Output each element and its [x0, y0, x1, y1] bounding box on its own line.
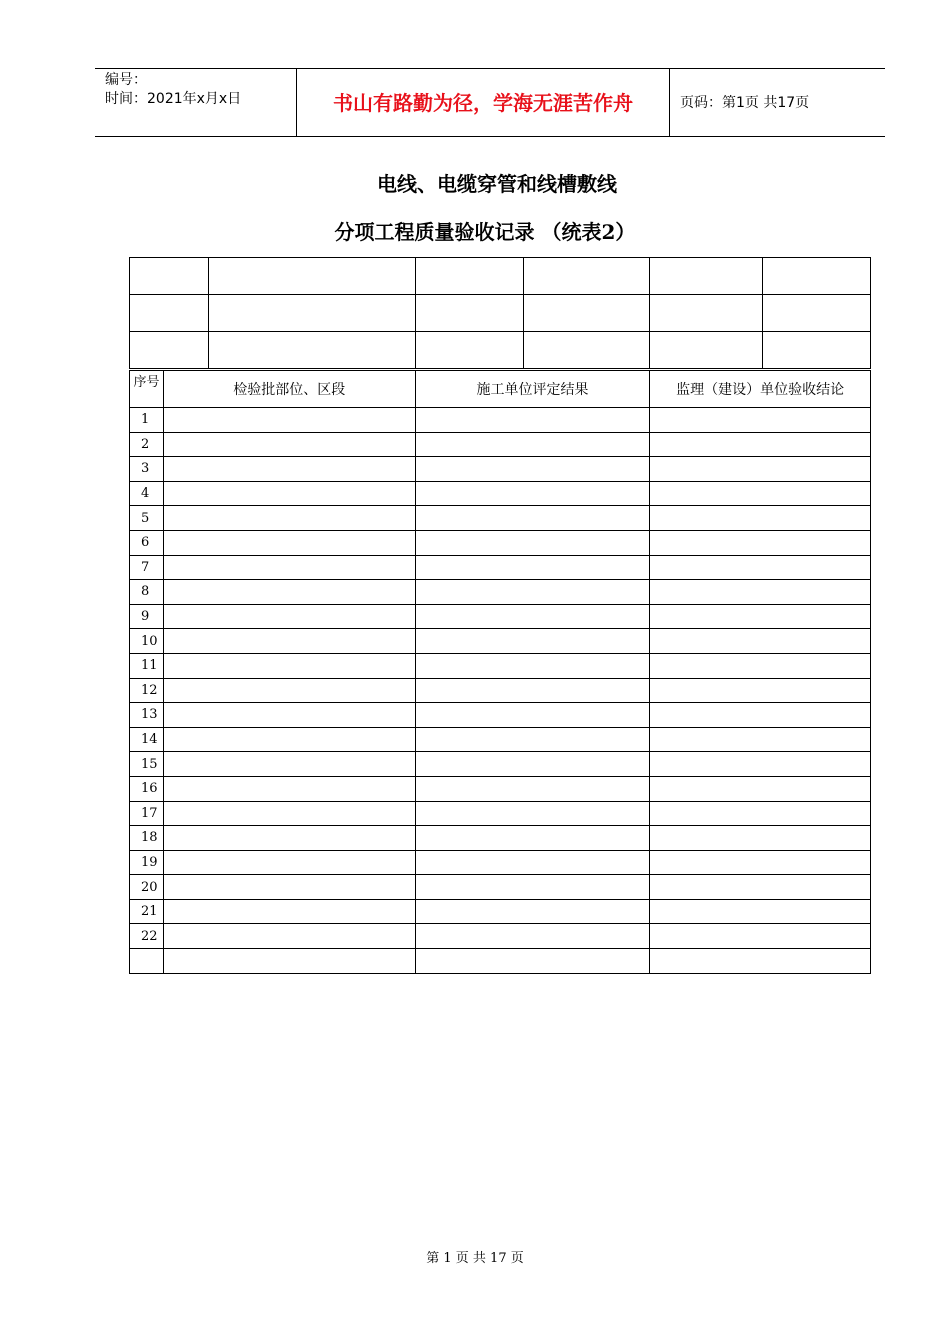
row-number: 5: [130, 506, 164, 531]
row-number: 4: [130, 481, 164, 506]
row-number: 22: [130, 924, 164, 949]
supervisor-conclusion-cell[interactable]: [650, 432, 871, 457]
contractor-result-cell[interactable]: [415, 826, 650, 851]
contractor-result-cell[interactable]: [415, 727, 650, 752]
info-cell[interactable]: [208, 258, 415, 295]
row-number: 1: [130, 408, 164, 433]
info-cell[interactable]: [130, 258, 209, 295]
contractor-result-cell[interactable]: [415, 457, 650, 482]
location-cell[interactable]: [163, 801, 415, 826]
row-number: 17: [130, 801, 164, 826]
info-cell[interactable]: [763, 332, 871, 369]
table-row: [130, 776, 871, 801]
info-cell[interactable]: [208, 332, 415, 369]
table-row: [130, 629, 871, 654]
header-supervisor-conclusion: 监理（建设）单位验收结论: [650, 371, 871, 408]
supervisor-conclusion-cell[interactable]: [650, 776, 871, 801]
contractor-result-cell[interactable]: [415, 432, 650, 457]
location-cell[interactable]: [163, 653, 415, 678]
table-row: [130, 924, 871, 949]
row-number: 14: [130, 727, 164, 752]
table-row: [130, 949, 871, 974]
row-number: 20: [130, 875, 164, 900]
supervisor-conclusion-cell[interactable]: [650, 949, 871, 974]
table-row: [130, 604, 871, 629]
document-title: 电线、电缆穿管和线槽敷线: [377, 172, 617, 196]
location-cell[interactable]: [163, 408, 415, 433]
info-cell[interactable]: [130, 295, 209, 332]
document-subtitle: 分项工程质量验收记录 （统表2）: [334, 220, 636, 244]
row-number: 21: [130, 899, 164, 924]
contractor-result-cell[interactable]: [415, 949, 650, 974]
table-row: [130, 530, 871, 555]
info-cell[interactable]: [524, 295, 650, 332]
supervisor-conclusion-cell[interactable]: [650, 604, 871, 629]
table-row: [130, 408, 871, 433]
info-cell[interactable]: [415, 332, 524, 369]
row-number: 7: [130, 555, 164, 580]
table-row: [130, 826, 871, 851]
location-cell[interactable]: [163, 530, 415, 555]
contractor-result-cell[interactable]: [415, 801, 650, 826]
table-row: [130, 703, 871, 728]
contractor-result-cell[interactable]: [415, 678, 650, 703]
contractor-result-cell[interactable]: [415, 530, 650, 555]
location-cell[interactable]: [163, 703, 415, 728]
table-row: [130, 899, 871, 924]
table-row: [130, 801, 871, 826]
location-cell[interactable]: [163, 924, 415, 949]
supervisor-conclusion-cell[interactable]: [650, 826, 871, 851]
table-row: [130, 678, 871, 703]
document-header: [95, 68, 885, 137]
supervisor-conclusion-cell[interactable]: [650, 580, 871, 605]
row-number: 3: [130, 457, 164, 482]
info-cell[interactable]: [130, 332, 209, 369]
location-cell[interactable]: [163, 850, 415, 875]
table-row: [130, 727, 871, 752]
contractor-result-cell[interactable]: [415, 506, 650, 531]
table-row: [130, 875, 871, 900]
table-row: [130, 653, 871, 678]
supervisor-conclusion-cell[interactable]: [650, 899, 871, 924]
location-cell[interactable]: [163, 826, 415, 851]
row-number: 16: [130, 776, 164, 801]
number-label: 编号：: [105, 72, 147, 88]
location-cell[interactable]: [163, 506, 415, 531]
location-cell[interactable]: [163, 629, 415, 654]
header-contractor-result: 施工单位评定结果: [415, 371, 650, 408]
location-cell[interactable]: [163, 481, 415, 506]
supervisor-conclusion-cell[interactable]: [650, 506, 871, 531]
supervisor-conclusion-cell[interactable]: [650, 703, 871, 728]
location-cell[interactable]: [163, 457, 415, 482]
header-motto-cell: [297, 69, 670, 136]
contractor-result-cell[interactable]: [415, 555, 650, 580]
table-row: [130, 457, 871, 482]
contractor-result-cell[interactable]: [415, 653, 650, 678]
row-number: 6: [130, 530, 164, 555]
location-cell[interactable]: [163, 899, 415, 924]
info-row: [130, 258, 871, 295]
supervisor-conclusion-cell[interactable]: [650, 924, 871, 949]
supervisor-conclusion-cell[interactable]: [650, 530, 871, 555]
info-row: [130, 332, 871, 369]
row-number: 18: [130, 826, 164, 851]
row-number: [130, 949, 164, 974]
location-cell[interactable]: [163, 875, 415, 900]
table-row: [130, 580, 871, 605]
row-number: 19: [130, 850, 164, 875]
location-cell[interactable]: [163, 727, 415, 752]
contractor-result-cell[interactable]: [415, 850, 650, 875]
info-cell[interactable]: [208, 295, 415, 332]
page-footer: 第 1 页 共 17 页: [426, 1251, 524, 1266]
supervisor-conclusion-cell[interactable]: [650, 678, 871, 703]
supervisor-conclusion-cell[interactable]: [650, 457, 871, 482]
info-cell[interactable]: [415, 258, 524, 295]
contractor-result-cell[interactable]: [415, 629, 650, 654]
info-cell[interactable]: [524, 258, 650, 295]
row-number: 8: [130, 580, 164, 605]
supervisor-conclusion-cell[interactable]: [650, 727, 871, 752]
table-row: [130, 752, 871, 777]
supervisor-conclusion-cell[interactable]: [650, 875, 871, 900]
location-cell[interactable]: [163, 752, 415, 777]
contractor-result-cell[interactable]: [415, 924, 650, 949]
info-cell[interactable]: [763, 295, 871, 332]
row-number: 12: [130, 678, 164, 703]
contractor-result-cell[interactable]: [415, 875, 650, 900]
motto-text: 书山有路勤为径，学海无涯苦作舟: [333, 91, 633, 115]
contractor-result-cell[interactable]: [415, 604, 650, 629]
supervisor-conclusion-cell[interactable]: [650, 850, 871, 875]
table-row: [130, 432, 871, 457]
info-cell[interactable]: [650, 258, 763, 295]
table-row: [130, 850, 871, 875]
location-cell[interactable]: [163, 678, 415, 703]
supervisor-conclusion-cell[interactable]: [650, 752, 871, 777]
row-number: 13: [130, 703, 164, 728]
location-cell[interactable]: [163, 604, 415, 629]
info-row: [130, 295, 871, 332]
info-table: [129, 257, 871, 369]
header-page-cell: [670, 69, 885, 136]
supervisor-conclusion-cell[interactable]: [650, 801, 871, 826]
info-cell[interactable]: [650, 332, 763, 369]
location-cell[interactable]: [163, 432, 415, 457]
supervisor-conclusion-cell[interactable]: [650, 629, 871, 654]
header-seq: 序号: [130, 371, 164, 408]
location-cell[interactable]: [163, 776, 415, 801]
table-row: [130, 481, 871, 506]
row-number: 10: [130, 629, 164, 654]
contractor-result-cell[interactable]: [415, 703, 650, 728]
table-row: [130, 555, 871, 580]
inspection-table: [129, 370, 871, 974]
supervisor-conclusion-cell[interactable]: [650, 408, 871, 433]
table-header-row: [130, 371, 871, 408]
header-location: 检验批部位、区段: [163, 371, 415, 408]
row-number: 2: [130, 432, 164, 457]
location-cell[interactable]: [163, 580, 415, 605]
location-cell[interactable]: [163, 949, 415, 974]
contractor-result-cell[interactable]: [415, 899, 650, 924]
info-cell[interactable]: [524, 332, 650, 369]
info-cell[interactable]: [415, 295, 524, 332]
row-number: 11: [130, 653, 164, 678]
table-row: [130, 506, 871, 531]
header-meta-cell: [95, 69, 297, 136]
supervisor-conclusion-cell[interactable]: [650, 481, 871, 506]
contractor-result-cell[interactable]: [415, 752, 650, 777]
supervisor-conclusion-cell[interactable]: [650, 555, 871, 580]
row-number: 9: [130, 604, 164, 629]
location-cell[interactable]: [163, 555, 415, 580]
info-cell[interactable]: [763, 258, 871, 295]
supervisor-conclusion-cell[interactable]: [650, 653, 871, 678]
contractor-result-cell[interactable]: [415, 776, 650, 801]
contractor-result-cell[interactable]: [415, 481, 650, 506]
row-number: 15: [130, 752, 164, 777]
contractor-result-cell[interactable]: [415, 580, 650, 605]
contractor-result-cell[interactable]: [415, 408, 650, 433]
time-label: 时间：2021年x月x日: [105, 91, 242, 107]
info-cell[interactable]: [650, 295, 763, 332]
page-info: 页码：第1页 共17页: [680, 95, 810, 111]
